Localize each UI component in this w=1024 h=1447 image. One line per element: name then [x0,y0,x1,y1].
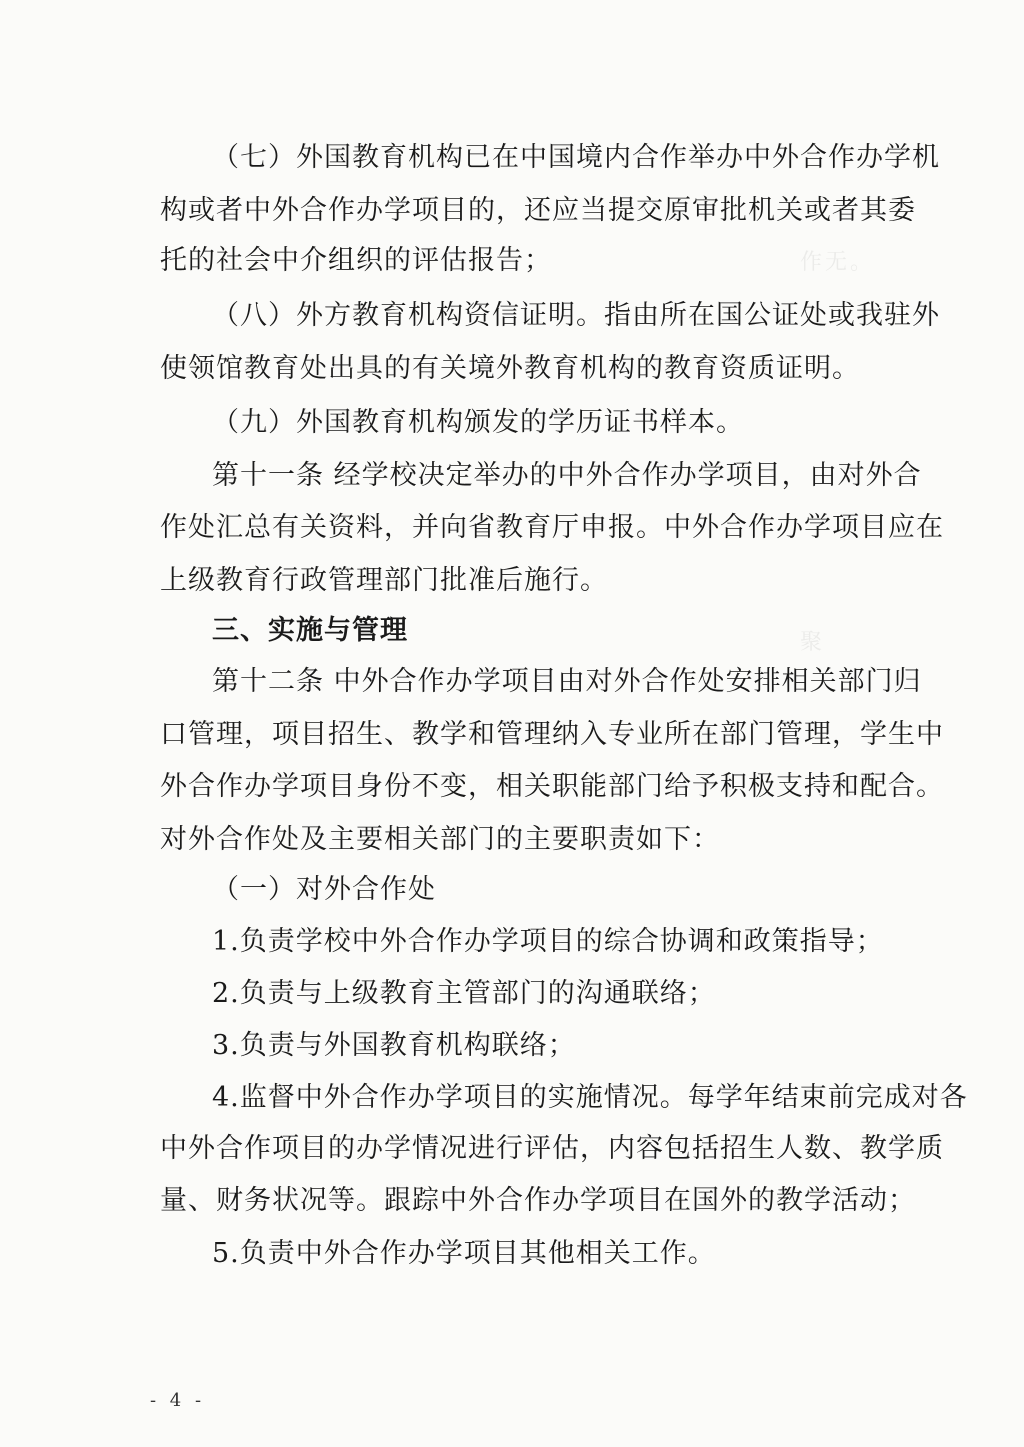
paragraph-line: 作处汇总有关资料，并向省教育厅申报。中外合作办学项目应在 [160,512,944,543]
show-through-text: 作无。 [800,250,876,275]
paragraph-line: （七）外国教育机构已在中国境内合作举办中外合作办学机 [212,142,940,173]
paragraph-line: 外合作办学项目身份不变，相关职能部门给予积极支持和配合。 [160,771,944,802]
paragraph-line: 第十一条 经学校决定举办的中外合作办学项目，由对外合 [212,460,922,491]
paragraph-line: 上级教育行政管理部门批准后施行。 [160,565,608,596]
list-item: 2.负责与上级教育主管部门的沟通联络； [212,978,716,1009]
show-through-text: 聚 [800,630,826,655]
list-item: 4.监督中外合作办学项目的实施情况。每学年结束前完成对各 [212,1082,968,1113]
section-heading: 三、实施与管理 [212,615,408,646]
paragraph-line: 使领馆教育处出具的有关境外教育机构的教育资质证明。 [160,353,860,384]
paragraph-line: 口管理，项目招生、教学和管理纳入专业所在部门管理，学生中 [160,719,944,750]
paragraph-line: 量、财务状况等。跟踪中外合作办学项目在国外的教学活动； [160,1185,916,1216]
page-number: - 4 - [150,1390,206,1411]
paragraph-line: （八）外方教育机构资信证明。指由所在国公证处或我驻外 [212,300,940,331]
paragraph-line: 第十二条 中外合作办学项目由对外合作处安排相关部门归 [212,666,922,697]
list-item: 5.负责中外合作办学项目其他相关工作。 [212,1238,716,1269]
paragraph-line: 中外合作项目的办学情况进行评估，内容包括招生人数、教学质 [160,1133,944,1164]
list-item: 3.负责与外国教育机构联络； [212,1030,576,1061]
list-item: 1.负责学校中外合作办学项目的综合协调和政策指导； [212,926,884,957]
subsection-heading: （一）对外合作处 [212,874,436,905]
paragraph-line: （九）外国教育机构颁发的学历证书样本。 [212,407,744,438]
paragraph-line: 对外合作处及主要相关部门的主要职责如下： [160,824,720,855]
paragraph-line: 托的社会中介组织的评估报告； [160,245,552,276]
paragraph-line: 构或者中外合作办学项目的，还应当提交原审批机关或者其委 [160,195,916,226]
